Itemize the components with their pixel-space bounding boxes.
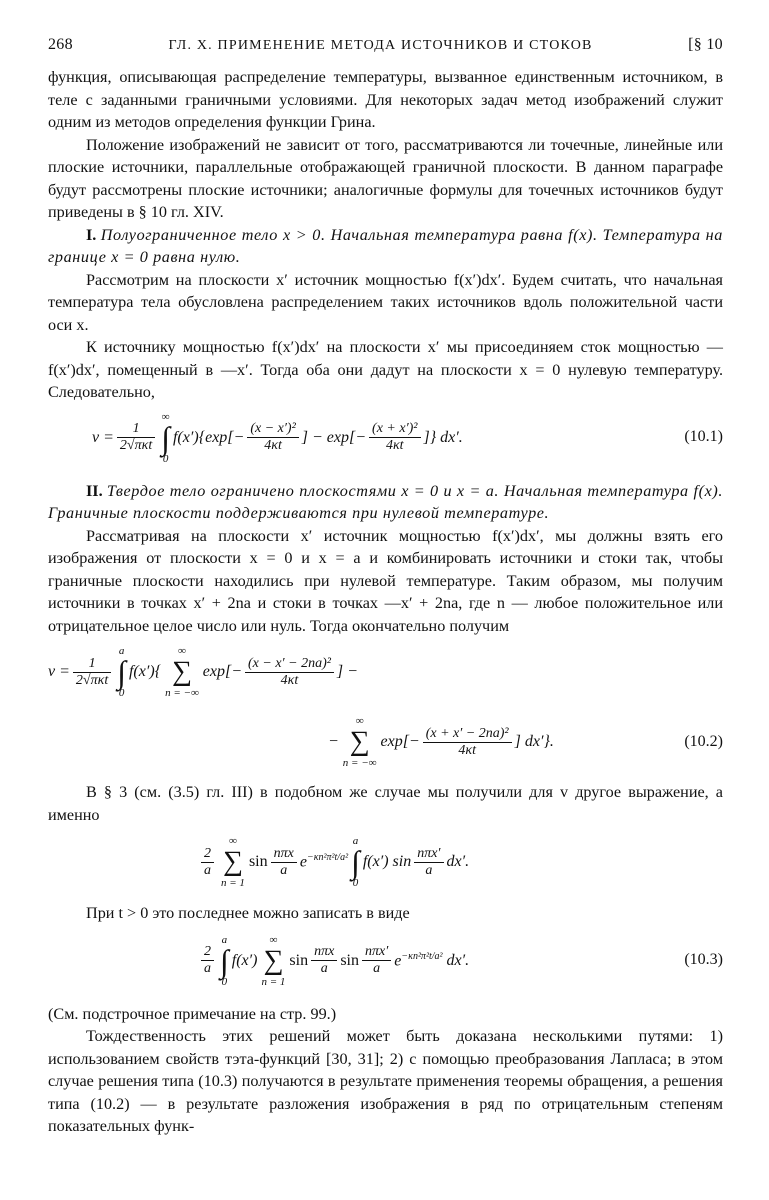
eq2-sum-2: ∞ ∑ n = −∞ bbox=[342, 715, 377, 769]
paragraph-identity-proof: Тождественность этих решений может быть доказана несколькими путями: 1) использованием свойств тэта-функций [30, 31]; 2) с помощью преобразования Лапласа; в этом случае решения типа (10.3) получаются в результате применения теоремы обращения, а решения типа (10.2) — в результате разложения изображения в ряд по отрицательным степеням показательных функ- bbox=[48, 1027, 723, 1135]
eq3-sin-arg-1: $\frac{\text{nπx}}{a}$ bbox=[271, 846, 297, 879]
page-number: 268 bbox=[48, 36, 73, 53]
eq1-tail: ]} dx′. bbox=[423, 428, 463, 446]
section-marker: [§ 10 bbox=[688, 36, 723, 53]
eq1-integrand: f(x′){exp[− bbox=[172, 428, 245, 446]
paragraph-source-plane: Рассмотрим на плоскости x′ источник мощностью f(x′)dx′. Будем считать, что начальная температура тела обусловлена распределением таких источников вдоль положительной части оси x. bbox=[48, 270, 723, 334]
eq2-line-2 bbox=[48, 707, 723, 777]
eq2-coefficient: $\frac{1}{\text{2√πκt}}$ bbox=[73, 656, 111, 689]
eq2-exp-2: exp[− bbox=[380, 733, 420, 750]
eq1-middle: ] − exp[− bbox=[301, 428, 367, 446]
eq3-exp: $e^{-\kappa n^2\pi^2t/a^2}$ bbox=[299, 852, 349, 871]
eq4-integral: a ∫ 0 bbox=[220, 933, 229, 988]
case-one-text: Полуограниченное тело x > 0. Начальная температура равна f(x). Температура на границе x = 0 равна нулю. bbox=[48, 225, 724, 266]
eq3-tail: dx′. bbox=[446, 853, 470, 870]
equation-10-2 bbox=[48, 637, 723, 777]
eq2-tail-2: ] dx′}. bbox=[514, 733, 554, 750]
equation-number-10-1: (10.1) bbox=[684, 427, 723, 445]
eq1-coefficient: $\frac{1}{\text{2√πκt}}$ bbox=[117, 421, 155, 454]
eq1-lhs: v = bbox=[92, 428, 114, 446]
eq1-exponent-1: $\frac{\text{(x − x′)²}}{4\kappa t}$ bbox=[247, 421, 298, 454]
paragraph-sink: К источнику мощностью f(x′)dx′ на плоскости x′ мы присоединяем сток мощностью —f(x′)dx′, помещенный в —x′. Тогда оба они дадут на плоскости x = 0 нулевую температуру. Следовательно, bbox=[48, 338, 723, 401]
case-one-number: I. bbox=[86, 225, 97, 244]
eq4-sin-1: sin bbox=[289, 951, 309, 969]
eq2-tail-1: ] − bbox=[336, 663, 358, 680]
eq3-sin-1: sin bbox=[248, 853, 268, 870]
paragraph-images-combination: Рассматривая на плоскости x′ источник мощностью f(x′)dx′, мы должны взять его изображения от плоскости x = 0 и x = a и комбинировать источники и стоки так, чтобы граничные плоскости находились при нулевой температуре. Таким образом, мы получим источники в точках x′ + 2na и стоки в точках —x′ + 2na, где n — любое положительное или отрицательное целое число или нуль. Тогда окончательно получим bbox=[48, 526, 723, 635]
case-two-number: II. bbox=[86, 481, 103, 500]
eq2-lead-2: − bbox=[328, 733, 339, 750]
footnote-reference: (См. подстрочное примечание на стр. 99.) bbox=[48, 1004, 337, 1023]
case-two-heading bbox=[48, 480, 723, 525]
eq2-integral: a ∫ 0 bbox=[117, 645, 126, 699]
equation-number-10-3: (10.3) bbox=[684, 950, 723, 968]
eq4-tail: dx′. bbox=[446, 951, 470, 969]
eq3-sin-arg-2: $\frac{\text{nπx′}}{a}$ bbox=[414, 846, 443, 879]
eq3-coefficient: $\frac{2}{a}$ bbox=[201, 846, 214, 879]
case-two-text: Твердое тело ограничено плоскостями x = 0 и x = a. Начальная температура f(x). Граничные плоскости поддерживаются при нулевой температуре. bbox=[48, 481, 724, 522]
eq4-exp: $e^{-\kappa n^2\pi^2t/a^2}$ bbox=[394, 950, 443, 970]
eq3-integrand: f(x′) sin bbox=[362, 853, 412, 870]
eq4-coefficient: $\frac{2}{a}$ bbox=[201, 944, 214, 977]
paragraph-image-position: Положение изображений не зависит от того, рассматриваются ли точечные, линейные или плоские источники, параллельные отображающей граничной плоскости. В данном параграфе будут рассмотрены плоские источники; аналогичные формулы для точечных источников будут приведены в § 10 гл. XIV. bbox=[48, 135, 723, 221]
eq3-sum: ∞ ∑ n = 1 bbox=[221, 835, 245, 889]
eq2-sum-1: ∞ ∑ n = −∞ bbox=[165, 645, 199, 699]
eq1-exponent-2: $\frac{\text{(x + x′)²}}{4\kappa t}$ bbox=[369, 421, 420, 454]
eq1-integral: ∞ ∫ 0 bbox=[161, 410, 170, 465]
eq3-integral: a ∫ 0 bbox=[351, 835, 360, 889]
paragraph-green-function: функция, описывающая распределение температуры, вызванное единственным источником, в теле с заданными граничными условиями. Для некоторых задач метод изображений служит одним из методов определения функции Грина. bbox=[48, 68, 723, 131]
eq4-integrand: f(x′) bbox=[231, 951, 258, 969]
eq4-sum: ∞ ∑ n = 1 bbox=[261, 933, 286, 988]
equation-10-1 bbox=[48, 404, 723, 472]
eq4-sin-arg-1: $\frac{\text{nπx}}{a}$ bbox=[311, 944, 337, 977]
running-title: ГЛ. X. ПРИМЕНЕНИЕ МЕТОДА ИСТОЧНИКОВ И СТОКОВ bbox=[168, 38, 593, 53]
paragraph-rewrite: При t > 0 это последнее можно записать в виде bbox=[86, 904, 410, 922]
eq2-lhs: v = bbox=[48, 663, 70, 680]
eq2-exponent-1: $\frac{\text{(x − x′ − 2na)²}}{4\kappa t}$ bbox=[245, 656, 334, 689]
eq2-exponent-2: $\frac{\text{(x + x′ − 2na)²}}{4\kappa t}$ bbox=[423, 726, 512, 759]
eq2-line-1 bbox=[48, 637, 723, 707]
equation-10-3 bbox=[48, 925, 723, 997]
eq2-exp-1: exp[− bbox=[202, 663, 243, 680]
eq4-sin-arg-2: $\frac{\text{nπx′}}{a}$ bbox=[362, 944, 391, 977]
case-one-heading bbox=[48, 224, 723, 269]
running-header bbox=[48, 36, 723, 66]
book-page bbox=[48, 36, 723, 1138]
equation-number-10-2: (10.2) bbox=[684, 733, 723, 750]
equation-sine-series bbox=[48, 826, 723, 898]
paragraph-section-3-reference: В § 3 (см. (3.5) гл. III) в подобном же случае мы получили для v другое выражение, а именно bbox=[48, 783, 723, 824]
eq4-sin-2: sin bbox=[340, 951, 359, 969]
eq2-integrand: f(x′){ bbox=[128, 663, 162, 680]
